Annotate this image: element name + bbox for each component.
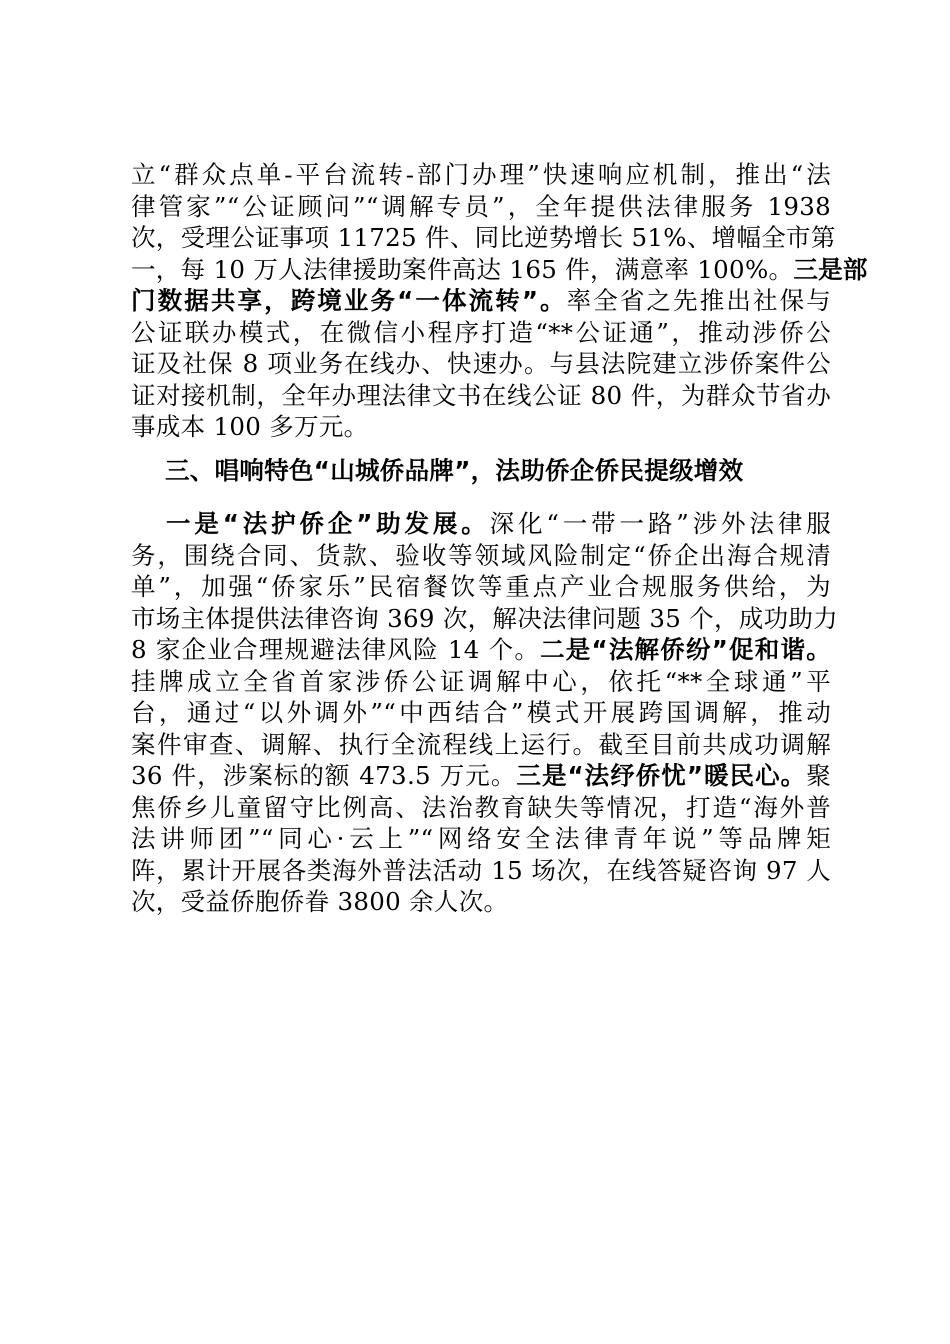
text-line: 次，受益侨胞侨眷 3800 余人次。: [131, 887, 509, 916]
text-line: 案件审查、调解、执行全流程线上运行。截至目前共成功调解: [131, 729, 831, 759]
text-line: 焦侨乡儿童留守比例高、法治教育缺失等情况，打造“海外普: [131, 792, 831, 822]
text-line: [131, 285, 831, 317]
text-line: 次，受理公证事项 11725 件、同比逆势增长 51%、增幅全市第: [131, 223, 836, 252]
bold-lead-in: 门数据共享，跨境业务“一体流转”。: [131, 286, 567, 315]
bold-lead-in: 三是部: [793, 254, 868, 284]
bold-lead-in: 一是“法护侨企”助发展。: [166, 509, 490, 538]
paragraph-overseas-brand: [131, 508, 838, 918]
text-line: 台，通过“以外调外”“中西结合”模式开展跨国调解，推动: [131, 698, 831, 727]
paragraph-mechanism: [131, 159, 868, 443]
text-line: 立“群众点单-平台流转-部门办理”快速响应机制，推出“法: [131, 160, 831, 189]
text-line: 法讲师团”“同心·云上”“网络安全法律青年说”等品牌矩: [131, 824, 831, 853]
text-run: 8 家企业合理规避法律风险 14 个。: [131, 635, 541, 664]
text-line: 务，围绕合同、货款、验收等领域风险制定“侨企出海合规清: [131, 540, 831, 570]
text-line: 证及社保 8 项业务在线办、快速办。与县法院建立涉侨案件公: [131, 349, 831, 378]
text-line: [131, 760, 831, 792]
text-line: 律管家”“公证顾问”“调解专员”，全年提供法律服务 1938: [131, 191, 831, 221]
text-line: 阵，累计开展各类海外普法活动 15 场次，在线答疑咨询 97 人: [131, 855, 831, 885]
bold-lead-in: 三是“法纾侨忧”暖民心。: [516, 761, 807, 790]
text-line: 公证联办模式，在微信小程序打造“**公证通”，推动涉侨公: [131, 317, 831, 347]
text-run: 聚: [806, 761, 831, 790]
text-line: [131, 508, 831, 540]
text-line: 市场主体提供法律咨询 369 次，解决法律问题 35 个，成功助力: [131, 603, 838, 633]
text-run: 率全省之先推出社保与: [566, 286, 831, 315]
text-line: 证对接机制，全年办理法律文书在线公证 80 件，为群众节省办: [131, 380, 831, 410]
text-line: [131, 634, 831, 666]
text-line: [131, 254, 868, 286]
text-run: 一，每 10 万人法律援助案件高达 165 件，满意率 100%。: [131, 254, 794, 284]
text-line: 单”，加强“侨家乐”民宿餐饮等重点产业合规服务供给，为: [131, 572, 831, 601]
text-run: 36 件，涉案标的额 473.5 万元。: [131, 761, 517, 790]
text-line: 挂牌成立全省首家涉侨公证调解中心，依托“**全球通”平: [131, 666, 831, 696]
text-line: 事成本 100 多万元。: [131, 412, 369, 441]
bold-lead-in: 二是“法解侨纷”促和谐。: [540, 635, 831, 664]
text-run: 深化“一带一路”涉外法律服: [489, 509, 831, 538]
section-heading: 三、唱响特色“山城侨品牌”，法助侨企侨民提级增效: [165, 456, 744, 485]
